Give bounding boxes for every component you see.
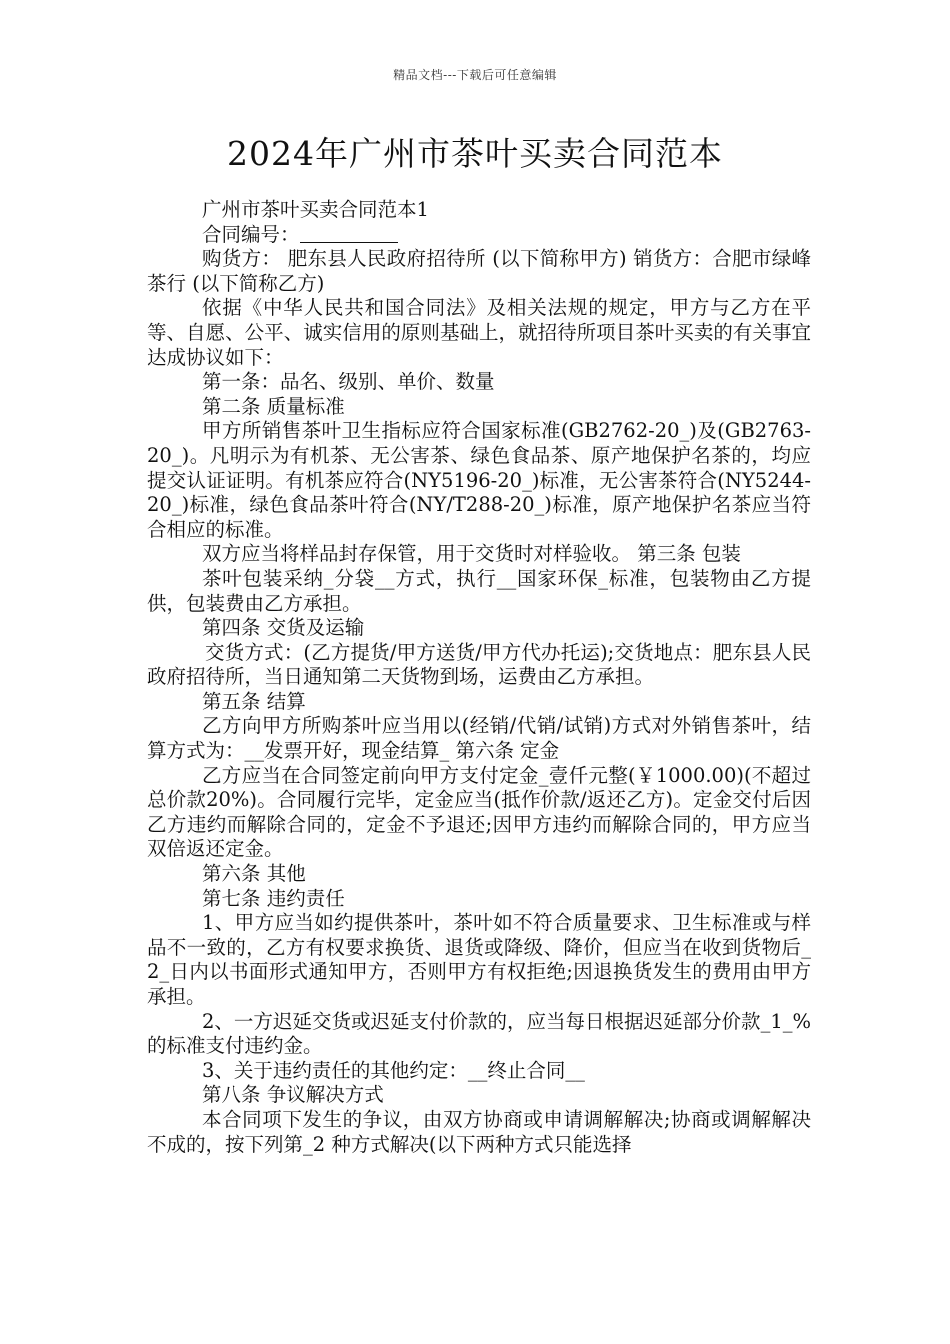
subtitle-paragraph: 广州市茶叶买卖合同范本1 [202, 198, 429, 221]
delivery-paragraph: 交货方式：(乙方提货/甲方送货/甲方代办托运);交货地点：肥东县人民政府招待所，当日通知第二天货物到场，运费由乙方承担。 [147, 640, 811, 689]
liability-item-2: 2、一方迟延交货或迟延支付价款的，应当每日根据迟延部分价款_1_%的标准支付违约金。 [147, 1009, 811, 1058]
dispute-paragraph: 本合同项下发生的争议，由双方协商或申请调解解决;协商或调解解决不成的，按下列第_2 种方式解决(以下两种方式只能选择 [147, 1107, 811, 1156]
contract-number-line [147, 223, 811, 248]
article-6-heading: 第六条 其他 [202, 862, 306, 886]
article-7-heading: 第七条 违约责任 [202, 886, 345, 910]
liability-item-1: 1、甲方应当如约提供茶叶，茶叶如不符合质量要求、卫生标准或与样品不一致的，乙方有权要求换货、退货或降级、降价，但应当在收到货物后_2_日内以书面形式通知甲方，否则甲方有权拒绝;因退换货发生的费用由甲方承担。 [147, 911, 811, 1008]
document-title: 2024年广州市茶叶买卖合同范本 [227, 134, 723, 173]
article-4-heading: 第四条 交货及运输 [202, 616, 365, 640]
article-2-heading: 第二条 质量标准 [202, 394, 345, 418]
article-8-heading: 第八条 争议解决方式 [202, 1083, 384, 1107]
article-5-heading: 第五条 结算 [202, 689, 306, 713]
contract-number-label: 合同编号： [202, 222, 300, 246]
preamble-paragraph: 依据《中华人民共和国合同法》及相关法规的规定，甲方与乙方在平等、自愿、公平、诚实信用的原则基础上，就招待所项目茶叶买卖的有关事宜达成协议如下： [147, 296, 811, 369]
article-1-heading: 第一条：品名、级别、单价、数量 [202, 370, 495, 394]
sample-paragraph: 双方应当将样品封存保管，用于交货时对样验收。 第三条 包装 [202, 542, 741, 566]
settlement-paragraph: 乙方向甲方所购茶叶应当用以(经销/代销/试销)方式对外销售茶叶，结算方式为：__发票开好，现金结算_ 第六条 定金 [147, 714, 811, 763]
deposit-paragraph: 乙方应当在合同签定前向甲方支付定金_壹仟元整(￥1000.00)(不超过总价款20%)。合同履行完毕，定金应当(抵作价款/返还乙方)。定金交付后因乙方违约而解除合同的，定金不予退还;因甲方违约而解除合同的，甲方应当双倍返还定金。 [147, 763, 811, 861]
contract-body [147, 198, 811, 1157]
header-note: 精品文档---下载后可任意编辑 [393, 68, 557, 82]
parties-paragraph: 购货方： 肥东县人民政府招待所 (以下简称甲方) 销货方：合肥市绿峰茶行 (以下简称乙方) [147, 247, 811, 295]
contract-number-blank [300, 224, 398, 243]
quality-standard-paragraph: 甲方所销售茶叶卫生指标应符合国家标准(GB2762-20_)及(GB2763-20_)。凡明示为有机茶、无公害茶、绿色食品茶、原产地保护名茶的，均应提交认证证明。有机茶应符合(NY5196-20_)标准，无公害茶符合(NY5244-20_)标准，绿色食品茶叶符合(NY/T288-20_)标准，原产地保护名茶应当符合相应的标准。 [147, 419, 811, 541]
liability-item-3: 3、关于违约责任的其他约定：__终止合同__ [202, 1058, 585, 1082]
packaging-paragraph: 茶叶包装采纳_分袋__方式，执行__国家环保_标准，包装物由乙方提供，包装费由乙方承担。 [147, 566, 811, 615]
